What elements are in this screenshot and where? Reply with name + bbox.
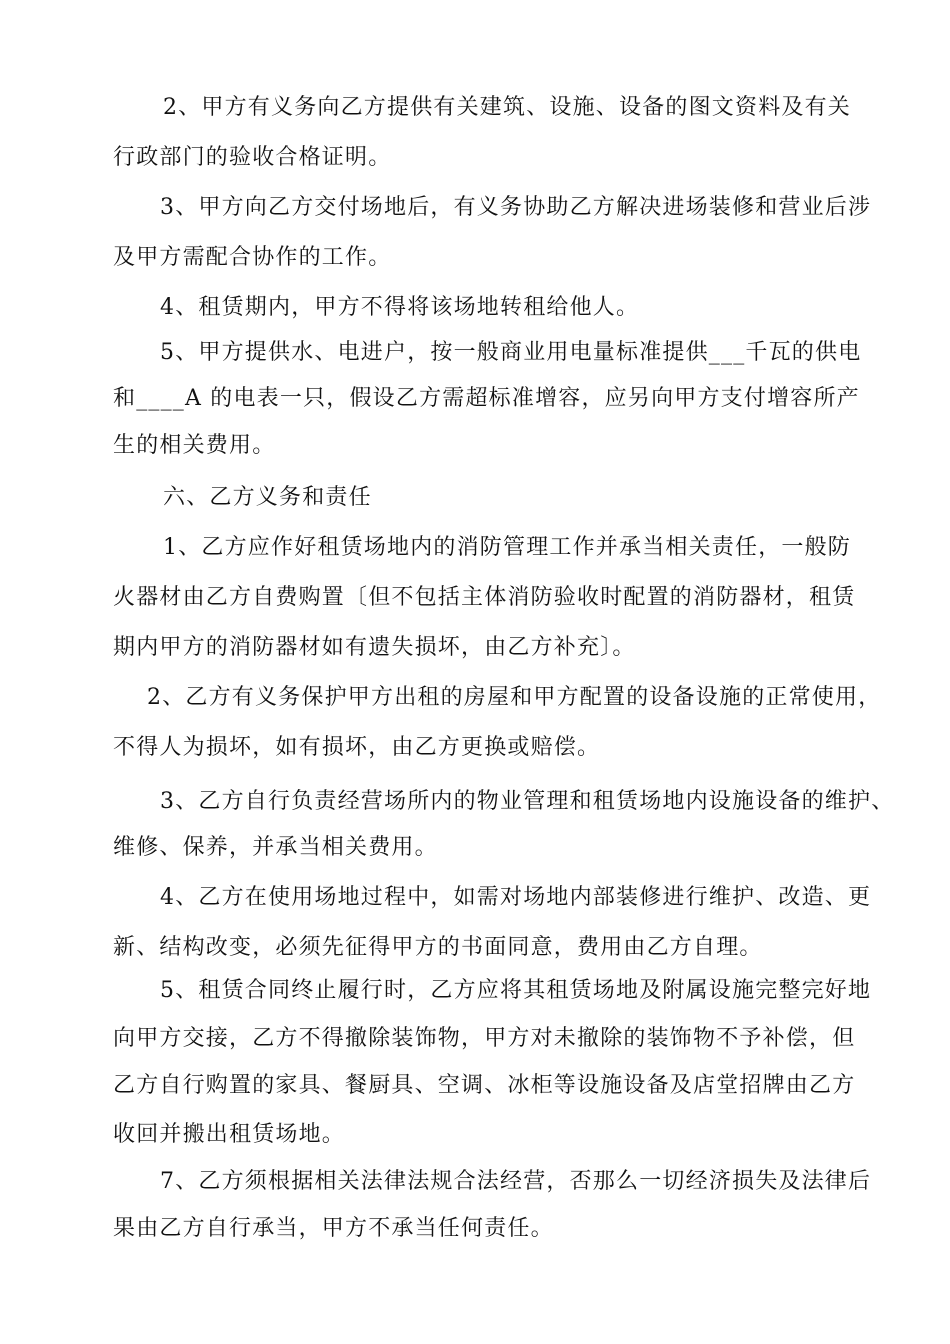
paragraph-line: 行政部门的验收合格证明。 [113,145,392,170]
section-heading: 六、乙方义务和责任 [163,485,372,510]
paragraph-line: 期内甲方的消防器材如有遗失损坏，由乙方补充〕。 [113,635,636,660]
paragraph-line: 3、乙方自行负责经营场所内的物业管理和租赁场地内设施设备的维护、 [160,789,895,814]
paragraph-line: 4、租赁期内，甲方不得将该场地转租给他人。 [160,295,640,320]
paragraph-line: 新、结构改变，必须先征得甲方的书面同意，费用由乙方自理。 [113,935,763,960]
paragraph-line: 7、乙方须根据相关法律法规合法经营，否那么一切经济损失及法律后 [160,1169,872,1194]
paragraph-line: 生的相关费用。 [113,433,276,458]
paragraph-line: 和____A 的电表一只，假设乙方需超标准增容，应另向甲方支付增容所产 [113,386,860,411]
paragraph-line: 乙方自行购置的家具、餐厨具、空调、冰柜等设施设备及店堂招牌由乙方 [113,1073,856,1098]
paragraph-line: 收回并搬出租赁场地。 [113,1122,346,1147]
paragraph-line: 不得人为损坏，如有损坏，由乙方更换或赔偿。 [113,735,601,760]
paragraph-line: 火器材由乙方自费购置〔但不包括主体消防验收时配置的消防器材，租赁 [113,585,856,610]
paragraph-line: 向甲方交接，乙方不得撤除装饰物，甲方对未撤除的装饰物不予补偿，但 [113,1026,856,1051]
paragraph-line: 5、甲方提供水、电进户，按一般商业用电量标准提供___千瓦的供电 [160,340,862,365]
paragraph-line: 2、乙方有义务保护甲方出租的房屋和甲方配置的设备设施的正常使用， [147,685,882,710]
paragraph-line: 2、甲方有义务向乙方提供有关建筑、设施、设备的图文资料及有关 [163,95,851,120]
paragraph-line: 果由乙方自行承当，甲方不承当任何责任。 [113,1216,554,1241]
paragraph-line: 维修、保养，并承当相关费用。 [113,835,438,860]
paragraph-line: 3、甲方向乙方交付场地后，有义务协助乙方解决进场装修和营业后涉 [160,195,872,220]
paragraph-line: 4、乙方在使用场地过程中，如需对场地内部装修进行维护、改造、更 [160,885,872,910]
paragraph-line: 5、租赁合同终止履行时，乙方应将其租赁场地及附属设施完整完好地 [160,978,872,1003]
paragraph-line: 1、乙方应作好租赁场地内的消防管理工作并承当相关责任，一般防 [163,535,851,560]
paragraph-line: 及甲方需配合协作的工作。 [113,245,392,270]
